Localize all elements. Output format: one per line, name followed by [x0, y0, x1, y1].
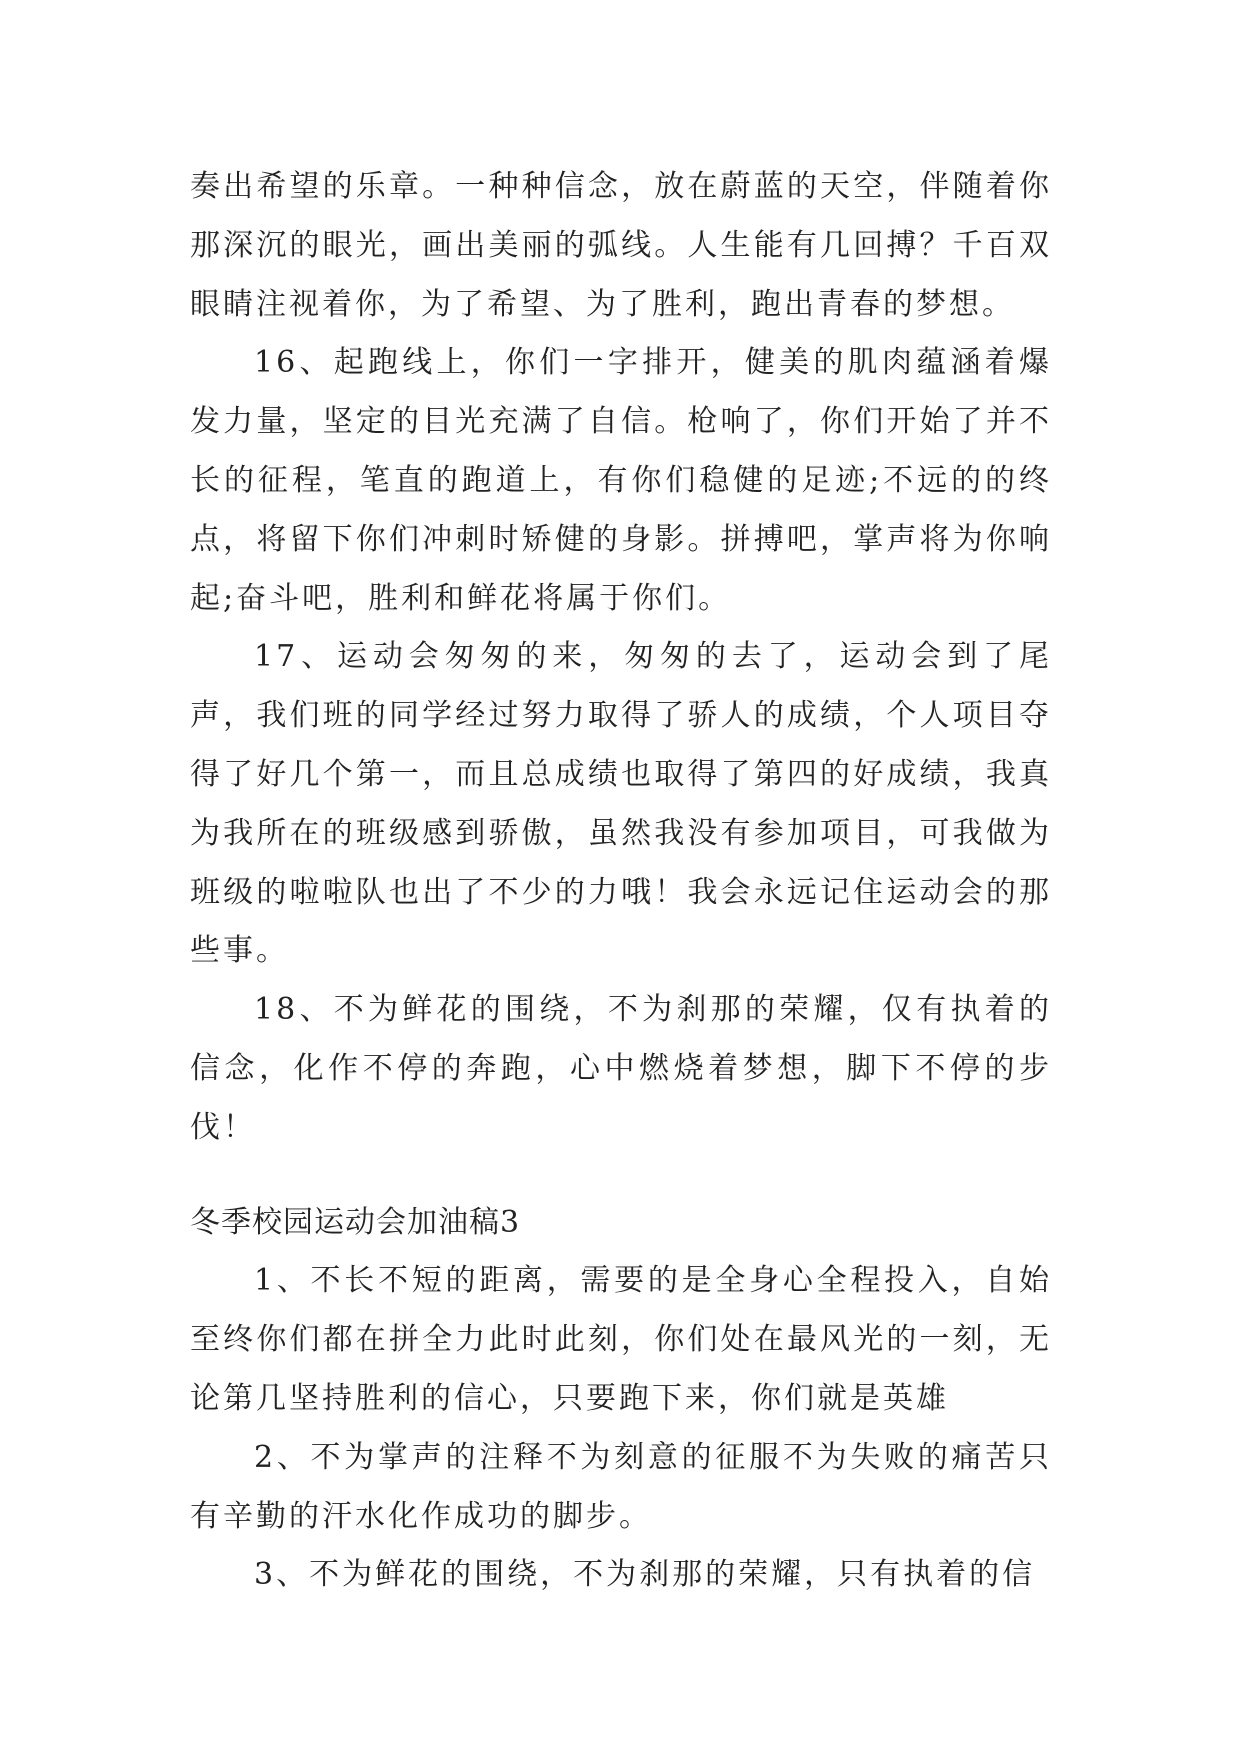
paragraph-item-2: 2、不为掌声的注释不为刻意的征服不为失败的痛苦只有辛勤的汗水化作成功的脚步。	[190, 1439, 1052, 1534]
paragraph-item-3: 3、不为鲜花的围绕，不为刹那的荣耀，只有执着的信	[254, 1557, 1036, 1593]
paragraph-continuation: 奏出希望的乐章。一种种信念，放在蔚蓝的天空，伴随着你那深沉的眼光，画出美丽的弧线。人生能有几回搏？千百双眼睛注视着你，为了希望、为了胜利，跑出青春的梦想。	[190, 169, 1052, 322]
paragraph-item-16: 16、起跑线上，你们一字排开，健美的肌肉蕴涵着爆发力量，坚定的目光充满了自信。枪响了，你们开始了并不长的征程，笔直的跑道上，有你们稳健的足迹;不远的的终点，将留下你们冲刺时矫健的身影。拼搏吧，掌声将为你响起;奋斗吧，胜利和鲜花将属于你们。	[190, 345, 1052, 616]
section-title: 冬季校园运动会加油稿3	[190, 1204, 521, 1240]
paragraph-item-17: 17、运动会匆匆的来，匆匆的去了，运动会到了尾声，我们班的同学经过努力取得了骄人的成绩，个人项目夺得了好几个第一，而且总成绩也取得了第四的好成绩，我真为我所在的班级感到骄傲，虽然我没有参加项目，可我做为班级的啦啦队也出了不少的力哦！我会永远记住运动会的那些事。	[190, 639, 1052, 969]
document-body	[190, 158, 1052, 1605]
paragraph-item-18: 18、不为鲜花的围绕，不为刹那的荣耀，仅有执着的信念，化作不停的奔跑，心中燃烧着梦想，脚下不停的步伐！	[190, 992, 1052, 1145]
paragraph-item-1: 1、不长不短的距离，需要的是全身心全程投入，自始至终你们都在拼全力此时此刻，你们处在最风光的一刻，无论第几坚持胜利的信心，只要跑下来，你们就是英雄	[190, 1263, 1052, 1416]
